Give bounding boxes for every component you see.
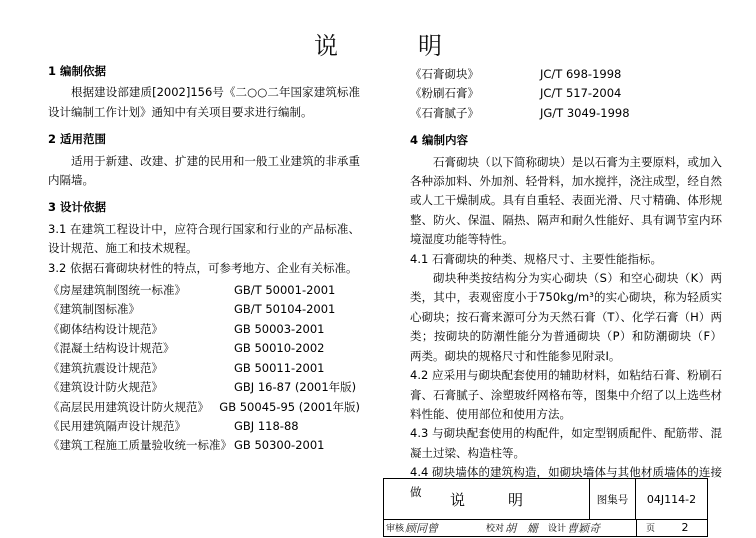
reference-row [410, 84, 722, 103]
signature-label: 校对 [486, 524, 505, 534]
reference-name: 《建筑抗震设计规范》 [48, 360, 163, 375]
reference-code: GB/T 50001-2001 [234, 283, 336, 298]
reference-row [48, 436, 360, 455]
reference-name: 《砌体结构设计规范》 [48, 321, 163, 336]
reference-code: GB/T 50104-2001 [234, 302, 336, 317]
reference-row [410, 65, 722, 84]
section-para-2: 适用于新建、改建、扩建的民用和一般工业建筑的非承重内隔墙。 [48, 153, 360, 188]
signature-row [383, 519, 708, 537]
reference-name: 《建筑设计防火规范》 [48, 380, 163, 395]
section-para-4-3: 4.3 与砌块配套使用的构配件，如定型钢质配件、配筋带、混凝土过梁、构造柱等。 [410, 426, 722, 460]
section-heading-1: 1 编制依据 [48, 64, 107, 78]
section-heading-3: 3 设计依据 [48, 200, 107, 215]
reference-row [48, 339, 360, 358]
reference-name: 《粉刷石膏》 [410, 86, 479, 101]
reference-name: 《建筑工程施工质量验收统一标准》 [48, 438, 232, 453]
signature-label: 设计 [548, 524, 567, 534]
title-block [383, 478, 708, 520]
section-para-4-1-body: 砌块种类按结构分为实心砌块（S）和空心砌块（K）两类，其中，表观密度小于750kg/m³的实心砌块，称为轻质实心砌块；按石膏来源可分为天然石膏（T）、化学石膏（H）两类；按砌块的防潮性能分为普通砌块（P）和防潮砌块（F）两类。砌块的规格尺寸和性能参见附录I。 [410, 271, 722, 363]
reference-row [48, 378, 360, 397]
reference-code: GB 50300-2001 [234, 438, 325, 453]
right-column [410, 62, 722, 502]
reference-code: JC/T 517-2004 [540, 86, 622, 101]
section-para-1: 根据建设部建质[2002]156号《二○○二年国家建筑标准设计编制工作计划》通知中有关项目要求进行编制。 [48, 85, 360, 119]
reference-code: GB 50003-2001 [234, 321, 325, 336]
page-number: 2 [681, 521, 689, 534]
signature-cell-check [484, 519, 546, 536]
left-reference-list [48, 281, 360, 456]
section-para-4-intro: 石膏砌块（以下简称砌块）是以石膏为主要原料，或加入各种添加料、外加剂、轻骨料，加水搅拌，浇注成型，经自然或人工干燥制成。具有自重轻、表面光滑、尺寸精确、体形规整、防火、保温、隔热、隔声和耐久性能好、具有调节室内环境湿度功能等特性。 [410, 154, 722, 247]
reference-code: GBJ 16-87 (2001年版) [234, 380, 357, 395]
signature-name: 曹颖奇 [567, 521, 601, 535]
reference-code: GB 50045-95 (2001年版) [219, 399, 360, 414]
set-number: 04J114-2 [646, 492, 697, 506]
reference-name: 《高层民用建筑设计防火规范》 [48, 399, 209, 414]
reference-code: GB 50010-2002 [234, 341, 325, 356]
signature-name: 顾同曾 [405, 521, 439, 535]
section-para-3-2: 3.2 依据石膏砌块材性的特点，可参考地方、企业有关标准。 [48, 260, 358, 275]
section-para-4-1: 4.1 石膏砌块的种类、规格尺寸、主要性能指标。 [410, 251, 662, 266]
reference-row [48, 281, 360, 300]
reference-row [48, 417, 360, 436]
reference-code: JC/T 698-1998 [540, 67, 622, 81]
reference-row [48, 359, 360, 378]
section-para-3-1: 3.1 在建筑工程设计中，应符合现行国家和行业的产品标准、设计规范、施工和技术规程。 [48, 221, 360, 256]
reference-name: 《房屋建筑制图统一标准》 [48, 283, 186, 298]
right-reference-list [410, 65, 722, 123]
page-title: 说 明 [314, 32, 470, 60]
section-heading-4: 4 编制内容 [410, 133, 469, 148]
reference-code: JG/T 3049-1998 [540, 105, 630, 120]
signature-cell-review [384, 519, 484, 536]
section-para-4-2: 4.2 应采用与砌块配套使用的辅助材料，如粘结石膏、粉刷石膏、石膏腻子、涂塑玻纤网格布等，图集中介绍了以上选些材料性能、使用部位和使用方法。 [410, 368, 722, 421]
reference-name: 《混凝土结构设计规范》 [48, 341, 175, 356]
signature-cell-design [546, 519, 636, 536]
section-para-4-4: 4.4 砌块墙体的建筑构造，如砌块墙体与其他材质墙体的连接做 [410, 465, 722, 499]
reference-row [48, 398, 360, 417]
page-label: 页 [636, 519, 664, 536]
reference-name: 《石膏砌块》 [410, 67, 479, 81]
set-label: 图集号 [590, 479, 636, 519]
reference-code: GB 50011-2001 [234, 360, 325, 375]
sheet-title: 说 明 [384, 479, 590, 519]
reference-name: 《建筑制图标准》 [48, 302, 140, 317]
reference-row [48, 320, 360, 339]
section-heading-2: 2 适用范围 [48, 132, 107, 147]
left-column [48, 62, 360, 456]
reference-row [48, 300, 360, 319]
signature-label: 审核 [386, 524, 405, 534]
reference-row [410, 104, 722, 123]
reference-name: 《石膏腻子》 [410, 105, 479, 120]
signature-name: 胡 姗 [505, 521, 539, 535]
reference-name: 《民用建筑隔声设计规范》 [48, 418, 186, 433]
reference-code: GBJ 118-88 [234, 418, 299, 433]
